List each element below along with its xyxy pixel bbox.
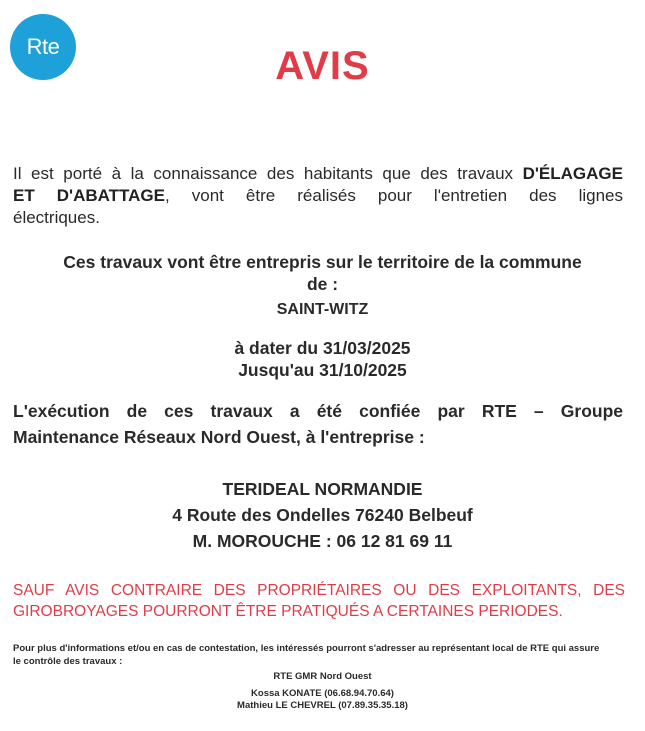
commune-name: SAINT-WITZ	[276, 301, 369, 318]
warning-paragraph	[13, 580, 625, 622]
warning-line-2: GIROBROYAGES POURRONT ÊTRE PRATIQUÉS A CERTAINES PERIODES.	[13, 603, 563, 620]
execution-paragraph	[13, 398, 623, 450]
territory-line-1: Ces travaux vont être entrepris sur le territoire de la commune	[63, 252, 582, 272]
intro-paragraph	[13, 163, 623, 229]
company-contact: M. MOROUCHE : 06 12 81 69 11	[192, 531, 453, 551]
intro-bold-elagage: D'ÉLAGAGE	[522, 164, 623, 183]
execution-line-1: L'exécution de ces travaux a été confiée par RTE – Groupe	[13, 401, 623, 421]
intro-text-3: électriques.	[13, 208, 100, 227]
footer-org: RTE GMR Nord Ouest	[273, 671, 372, 682]
date-from: à dater du 31/03/2025	[234, 338, 411, 358]
footer-info-line-1: Pour plus d'informations et/ou en cas de contestation, les intéressés pourront s'adresser au représentant local de RTE qui assure	[13, 643, 600, 654]
page-title: AVIS	[275, 44, 370, 88]
intro-text-1: Il est porté à la connaissance des habitants que des travaux	[13, 164, 523, 183]
company-name: TERIDEAL NORMANDIE	[222, 479, 423, 499]
logo-text: Rte	[26, 34, 60, 59]
intro-text-2: , vont être réalisés pour l'entretien des lignes	[165, 186, 623, 205]
company-address: 4 Route des Ondelles 76240 Belbeuf	[172, 505, 473, 525]
footer-contact-1: Kossa KONATE (06.68.94.70.64)	[251, 688, 394, 699]
execution-line-2: Maintenance Réseaux Nord Ouest, à l'entreprise :	[13, 427, 425, 447]
warning-line-1: SAUF AVIS CONTRAIRE DES PROPRIÉTAIRES OU DES EXPLOITANTS, DES	[13, 582, 625, 599]
footer-contact-2: Mathieu LE CHEVREL (07.89.35.35.18)	[237, 700, 408, 711]
intro-bold-abattage: ET D'ABATTAGE	[13, 186, 165, 205]
footer-info-line-2: le contrôle des travaux :	[13, 656, 123, 667]
territory-line-2: de :	[306, 274, 339, 294]
footer-info	[13, 642, 625, 668]
date-to: Jusqu'au 31/10/2025	[238, 360, 407, 380]
